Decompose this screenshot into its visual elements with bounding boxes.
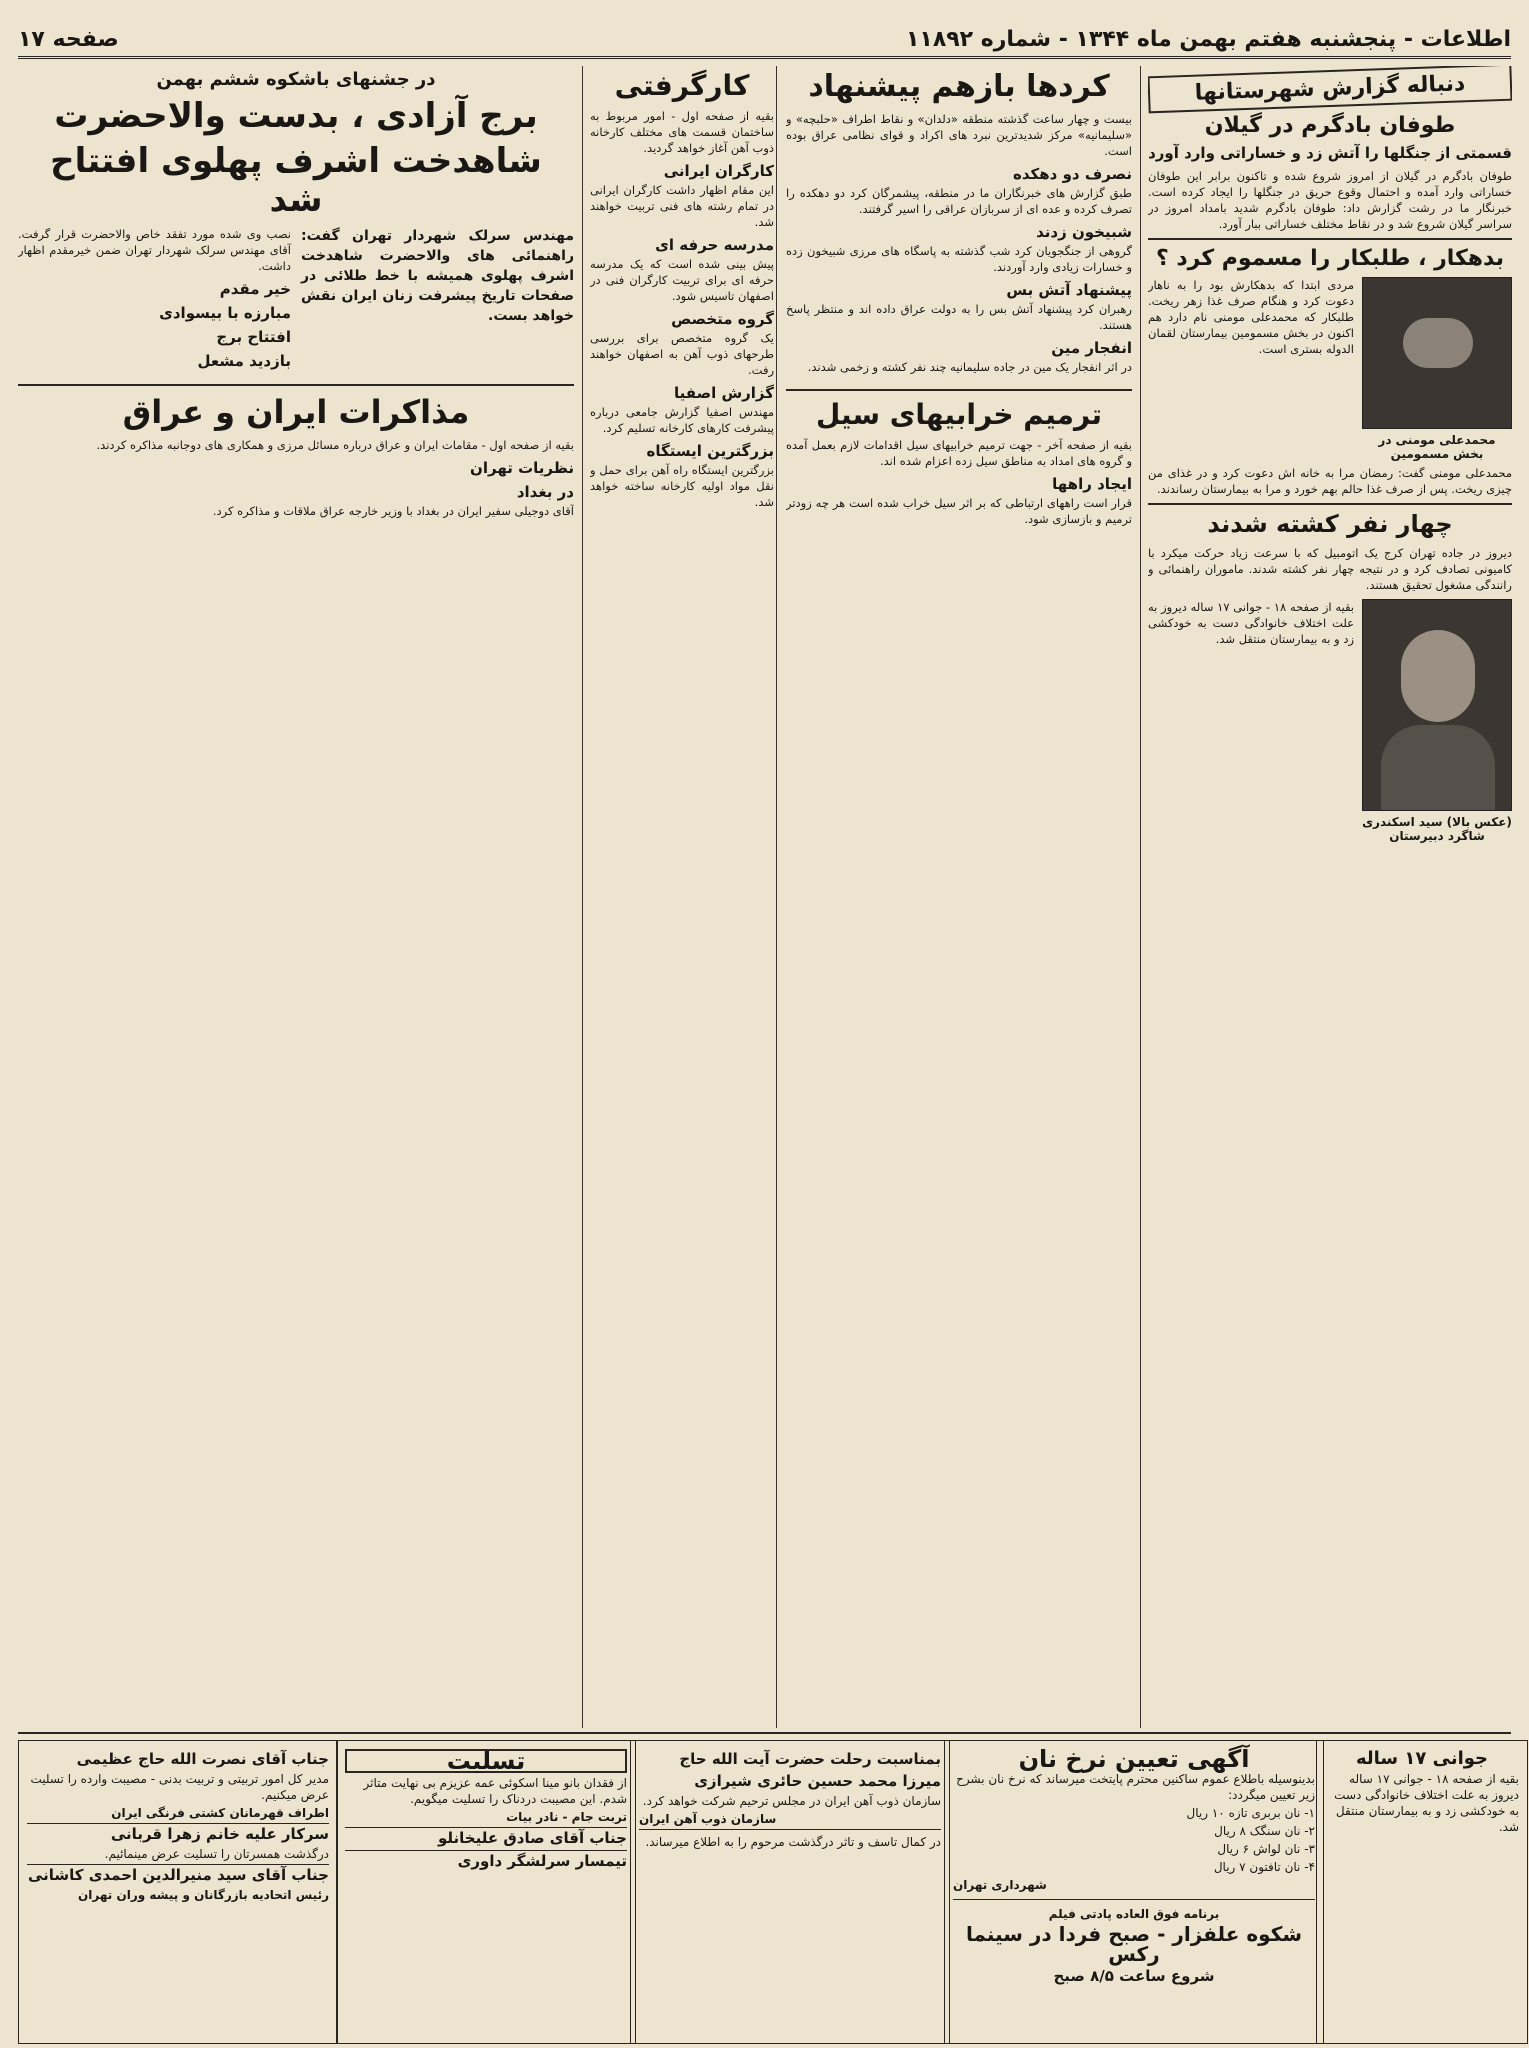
ad-signature: شهرداری تهران [953, 1878, 1047, 1892]
ad-title-2: جناب آقای صادق علیخانلو [345, 1827, 627, 1848]
ad-line: ۱- نان بربری تازه ۱۰ ریال [1186, 1806, 1315, 1820]
article-title: چهار نفر کشته شدند [1148, 503, 1512, 539]
article-body: بقیه از صفحه آخر - جهت ترمیم خرابیهای سیل اقدامات لازم بعمل آمده و گروه های امداد به مناطق سیل زده اعزام شده اند. [786, 437, 1132, 468]
ad-body: سازمان ذوب آهن ایران در مجلس ترحیم شرکت خواهد کرد. [642, 1794, 941, 1808]
article-body: بقیه از صفحه اول - مقامات ایران و عراق درباره مسائل مرزی و همکاری های دوجانبه مذاکره کردند. [96, 437, 574, 452]
section-subtitle: پیشنهاد آتش بس [1006, 280, 1132, 299]
section-subtitle: گزارش اصفیا [674, 384, 774, 403]
article-title: کارگرفتی [614, 69, 750, 102]
article-title: طوفان بادگرم در گیلان [1204, 113, 1456, 139]
ad-title: جناب آقای نصرت الله حاج عظیمی [76, 1750, 329, 1768]
section-subtitle: انفجار مین [1051, 338, 1132, 357]
article-title: ترمیم خرابیهای سیل [786, 389, 1132, 431]
ad-cinema-title: شکوه علفزار - صبح فردا در سینما رکس [965, 1922, 1302, 1966]
photo-caption: محمدعلی مومنی در بخش مسمومین [1378, 433, 1496, 462]
article-body: طوفان بادگرم در گیلان از امروز شروع شده و تاکنون برابر این طوفان خساراتی وارد آمده و احتمال وقوع حریق در جنگلها را ایجاد کرده است. خبرنگار ما در رشت گزارش داد: طوفان بادگرم شدید بامداد امروز در سراسر گیلان شروع شد و در نقاط مختلف خساراتی ببار آورد. [1148, 168, 1512, 231]
article-title: بدهکار ، طلبکار را مسموم کرد ؟ [1148, 238, 1512, 271]
article-body: رهبران کرد پیشنهاد آتش بس را به دولت عراق داده اند و منتظر پاسخ هستند. [786, 301, 1132, 332]
ad-signature: اطراف قهرمانان کشتی فرنگی ایران [111, 1806, 329, 1820]
ad-title: جوانی ۱۷ ساله [1355, 1748, 1489, 1769]
section-subtitle: مدرسه حرفه ای [655, 236, 774, 255]
ad-condolence-steel [630, 1740, 950, 2044]
ad-title: آگهی تعیین نرخ نان [1018, 1745, 1250, 1773]
ad-title-3: تیمسار سرلشگر داوری [345, 1850, 627, 1871]
article-body: در اثر انفجار یک مین در جاده سلیمانیه چند نفر کشته و زخمی شدند. [807, 359, 1132, 374]
masthead-issue: اطلاعات - پنجشنبه هفتم بهمن ماه ۱۳۴۴ - شماره ۱۱۸۹۲ [905, 26, 1511, 52]
ad-line: ۳- نان لواش ۶ ریال [1217, 1842, 1315, 1856]
article-body: نصب وی شده مورد تفقد خاص والاحضرت قرار گرفت. آقای مهندس سرلک شهردار تهران ضمن خیرمقدم اظهار داشت. [18, 226, 291, 273]
ad-body: درگذشت همسرتان را تسلیت عرض مینمائیم. [104, 1847, 329, 1861]
ad-title: بمناسبت رحلت حضرت آیت الله حاج [679, 1750, 941, 1768]
ad-signature: رئیس اتحادیه بازرگانان و پیشه وران تهران [78, 1888, 329, 1902]
section-subtitle: ایجاد راهها [1052, 474, 1132, 493]
section-subtitle: نصرف دو دهکده [1013, 164, 1132, 183]
article-body: بزرگترین ایستگاه راه آهن برای حمل و نقل مواد اولیه کارخانه ساخته خواهد شد. [590, 463, 774, 510]
ad-title-2: سرکار علیه خانم زهرا قربانی [27, 1823, 329, 1844]
ad-bread-price [944, 1740, 1324, 2044]
column-rule [776, 66, 777, 1728]
article-title: برج آزادی ، بدست والاحضرت [54, 95, 538, 136]
ad-body: در کمال تاسف و تاثر درگذشت مرحوم را به اطلاع میرساند. [639, 1829, 941, 1850]
ad-line: ۴- نان تافتون ۷ ریال [1213, 1860, 1315, 1874]
article-body: بیست و چهار ساعت گذشته منطقه «دلدان» و نقاط اطراف «حلبچه» و «سلیمانیه» مرکز شدیدترین نبرد های اکراد و قوای نظامی عراق بوده است. [786, 111, 1132, 158]
ad-body: بقیه از صفحه ۱۸ - جوانی ۱۷ ساله دیروز به علت اختلاف خانوادگی دست به خودکشی زد و به بیمارستان منتقل شد. [1334, 1772, 1519, 1834]
masthead [18, 22, 1511, 59]
article-title-2: شاهدخت اشرف پهلوی افتتاح شد [50, 140, 542, 220]
ad-body: از فقدان بانو مینا اسکوئی عمه عزیزم بی نهایت متاثر شدم. این مصیبت دردناک را تسلیت میگویم. [363, 1776, 627, 1806]
section-subtitle: خیر مقدم [219, 279, 291, 298]
article-body: پیش بینی شده است که یک مدرسه حرفه ای برای تربیت کارگران فنی در اصفهان تاسیس شود. [590, 257, 774, 304]
section-subtitle: بزرگترین ایستگاه [646, 442, 774, 461]
portrait-photo [1362, 277, 1512, 429]
section-subtitle: در بغداد [516, 482, 574, 501]
ad-title-2: میرزا محمد حسین حائری شیرازی [694, 1772, 941, 1790]
ad-body: مدیر کل امور تربیتی و تربیت بدنی - مصیبت وارده را تسلیت عرض میکنیم. [30, 1772, 329, 1802]
masthead-page-number: صفحه ۱۷ [18, 26, 119, 52]
ad-title-3: جناب آقای سید منیرالدین احمدی کاشانی [27, 1866, 329, 1884]
article-kicker: در جشنهای باشکوه ششم بهمن [156, 69, 436, 90]
article-body: مردی ابتدا که بدهکارش بود را به ناهار دعوت کرد و هنگام صرف غذا زهر ریخت. طلبکار که محمدعلی مومنی نام دارد هم اکنون در بخش مسمومین بیمارستان لقمان الدوله بستری است. [1148, 278, 1354, 357]
section-subtitle: گروه متخصص [671, 310, 774, 329]
ad-youth [1316, 1740, 1528, 2044]
section-subtitle: کارگران ایرانی [663, 162, 774, 181]
article-title: کردها بازهم پیشنهاد [808, 69, 1110, 104]
ad-signature: سازمان ذوب آهن ایران [639, 1812, 777, 1826]
article-body: مهندس اصفیا گزارش جامعی درباره پیشرفت کارهای کارخانه تسلیم کرد. [590, 405, 774, 436]
ad-title: تسلیت [345, 1749, 627, 1773]
ad-body: بدینوسیله باطلاع عموم ساکنین محترم پایتخت میرساند که نرخ نان بشرح زیر تعیین میگردد: [956, 1772, 1315, 1802]
column-rule [1140, 66, 1141, 1728]
article-body: این مقام اظهار داشت کارگران ایرانی در تمام رشته های فنی تربیت خواهند شد. [590, 183, 774, 230]
section-subtitle: مبارزه با بیسوادی [159, 303, 291, 322]
section-subtitle: نظریات تهران [470, 458, 574, 477]
ad-line: ۲- نان سنگک ۸ ریال [1214, 1824, 1315, 1838]
ad-condolence-sports [18, 1740, 338, 2044]
article-body: بقیه از صفحه ۱۸ - جوانی ۱۷ ساله دیروز به علت اختلاف خانوادگی دست به خودکشی زد و به بیمارستان منتقل شد. [1148, 599, 1354, 646]
column-kurds [786, 66, 1132, 1728]
article-body: آقای دوجیلی سفیر ایران در بغداد با وزیر خارجه عراق ملاقات و مذاکره کرد. [212, 503, 574, 518]
column-provinces [1148, 66, 1512, 1728]
column-steel [590, 66, 774, 1728]
ad-condolence [336, 1740, 636, 2044]
section-banner: دنباله گزارش شهرستانها [1148, 66, 1512, 114]
article-body: گروهی از جنگجویان کرد شب گذشته به پاسگاه های مرزی شبیخون زده و خسارات زیادی وارد آوردند. [786, 243, 1132, 274]
ad-signature: تربت جام - نادر بیات [506, 1810, 627, 1824]
section-subtitle: شبیخون زدند [1036, 222, 1132, 241]
article-body: دیروز در جاده تهران کرج یک اتومبیل که با سرعت زیاد حرکت میکرد با کامیونی تصادف کرد و در نتیجه چهار نفر کشته شدند. ماموران راهنمائی و رانندگی مشغول تحقیق هستند. [1148, 545, 1512, 592]
column-tower [18, 66, 574, 1728]
column-rule [582, 66, 583, 1728]
article-subtitle: قسمتی از جنگلها را آتش زد و خساراتی وارد آورد [1148, 143, 1512, 162]
ad-cinema-time: شروع ساعت ۸/۵ صبح [1053, 1967, 1215, 1985]
portrait-photo [1362, 599, 1512, 811]
article-body: محمدعلی مومنی گفت: رمضان مرا به خانه اش دعوت کرد و در غذای من چیزی ریخت. پس از صرف غذا حالم بهم خورد و مرا به بیمارستان رساندند. [1148, 466, 1512, 497]
article-title: مذاکرات ایران و عراق [18, 384, 574, 431]
ads-divider [18, 1732, 1511, 1734]
section-subtitle: بازدید مشعل [197, 351, 291, 370]
ad-cinema-line: برنامه فوق العاده پادتی فیلم [1048, 1907, 1220, 1921]
article-body: یک گروه متخصص برای بررسی طرحهای ذوب آهن به اصفهان خواهند رفت. [590, 331, 774, 378]
article-body: طبق گزارش های خبرنگاران ما در منطقه، پیشمرگان کرد دو دهکده را تصرف کرده و عده ای از سربازان عراقی را اسیر گرفتند. [786, 185, 1132, 216]
article-body: قرار است راههای ارتباطی که بر اثر سیل خراب شده است هر چه زودتر ترمیم و بازسازی شود. [786, 495, 1132, 526]
article-body: بقیه از صفحه اول - امور مربوط به ساختمان قسمت های مختلف کارخانه ذوب آهن آغاز خواهد گردید. [590, 109, 774, 156]
section-subtitle: افتتاح برج [216, 327, 291, 346]
photo-caption: (عکس بالا) سید اسکندری شاگرد دبیرستان [1362, 814, 1512, 843]
article-lead: مهندس سرلک شهردار تهران گفت: راهنمائی های والاحضرت شاهدخت اشرف پهلوی همیشه با خط طلائی در صفحات تاریخ پیشرفت زنان ایران نقش خواهد بست. [301, 227, 574, 324]
